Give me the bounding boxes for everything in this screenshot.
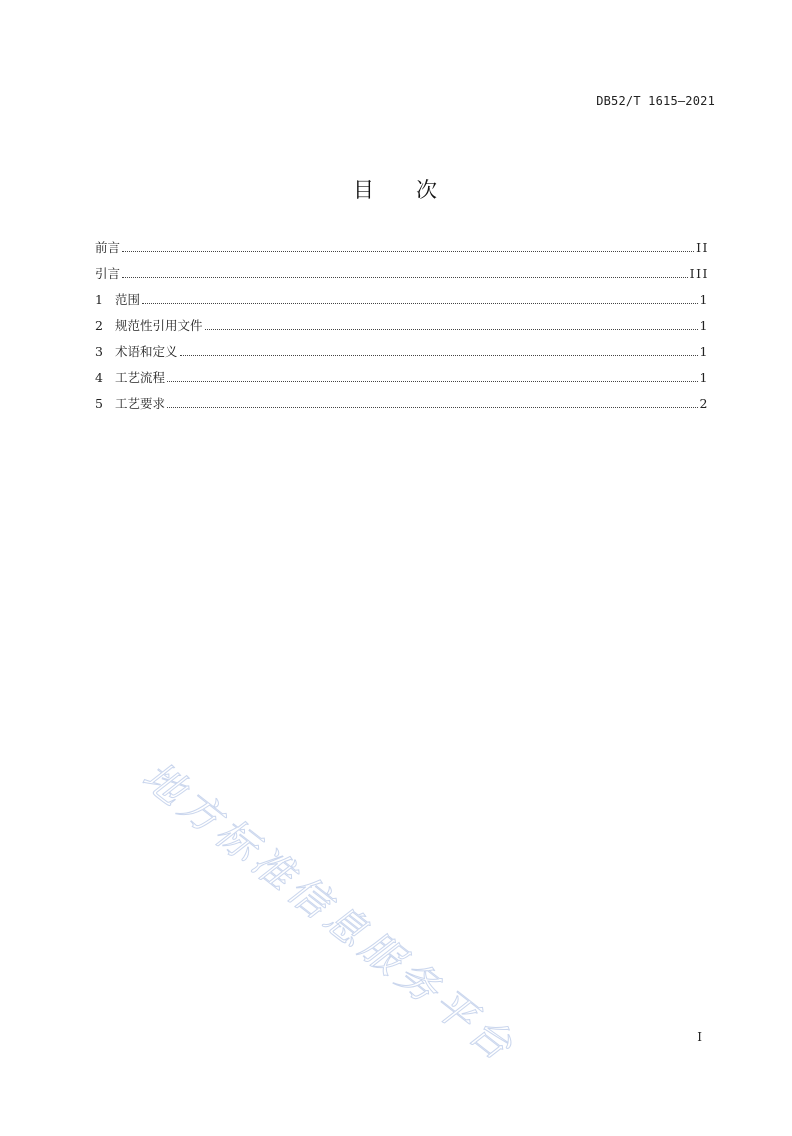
toc-entry-number: 4 (95, 370, 103, 385)
toc-entry-introduction[interactable] (95, 266, 709, 292)
toc-entry-number: 1 (95, 292, 103, 307)
toc-entry-number: 2 (95, 318, 103, 333)
toc-entry-scope[interactable] (95, 292, 709, 318)
document-code: DB52/T 1615—2021 (596, 94, 715, 108)
toc-entry-page: II (696, 240, 709, 255)
toc-leader-dots (122, 250, 694, 252)
toc-entry-label: 引言 (95, 266, 121, 281)
page-number: I (697, 1030, 702, 1044)
toc-entry-label: 工艺流程 (115, 370, 166, 385)
toc-leader-dots (167, 380, 698, 382)
toc-entry-label: 术语和定义 (115, 344, 178, 359)
toc-leader-dots (142, 302, 698, 304)
toc-entry-page: 1 (699, 292, 709, 307)
toc-leader-dots (167, 406, 698, 408)
toc-entry-normative-references[interactable] (95, 318, 709, 344)
toc-entry-terms-definitions[interactable] (95, 344, 709, 370)
toc-leader-dots (180, 354, 698, 356)
toc-entry-label: 范围 (115, 292, 141, 307)
toc-entry-page: 1 (699, 370, 709, 385)
toc-entry-page: 1 (699, 318, 709, 333)
toc-leader-dots (205, 328, 698, 330)
toc-entry-foreword[interactable] (95, 240, 709, 266)
toc-entry-process-flow[interactable] (95, 370, 709, 396)
toc-title (0, 174, 792, 204)
watermark: 地方标准信息服务平台 (133, 753, 525, 1073)
toc-entry-label: 规范性引用文件 (115, 318, 203, 333)
toc-entry-page: III (689, 266, 709, 281)
toc-entry-page: 1 (699, 344, 709, 359)
toc-entry-number: 3 (95, 344, 103, 359)
toc-entry-number: 5 (95, 396, 103, 411)
toc-entry-label: 前言 (95, 240, 121, 255)
toc-list (95, 240, 709, 422)
toc-title-part-1: 目 (353, 178, 376, 202)
toc-title-part-2: 次 (416, 178, 439, 202)
toc-entry-process-requirements[interactable] (95, 396, 709, 422)
toc-entry-label: 工艺要求 (115, 396, 166, 411)
toc-entry-page: 2 (699, 396, 709, 411)
toc-leader-dots (122, 276, 688, 278)
